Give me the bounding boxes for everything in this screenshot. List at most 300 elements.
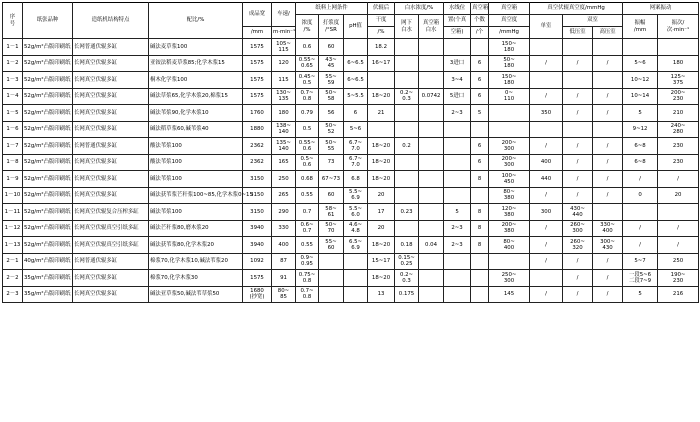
- cell-high: /: [593, 187, 623, 204]
- header-ph: pH值: [344, 15, 368, 39]
- cell-conc: 0.5~ 0.6: [296, 154, 319, 171]
- header-low-pressure: 低压室: [563, 27, 593, 39]
- cell-low: /: [563, 55, 593, 72]
- cell-amp: [623, 39, 658, 56]
- cell-couch: 18~20: [368, 237, 395, 254]
- cell-high: [593, 121, 623, 138]
- cell-ww-box: [419, 138, 444, 155]
- cell-low: /: [563, 88, 593, 105]
- cell-ww-below: 0.15~ 0.25: [395, 253, 419, 270]
- cell-freq: 20: [658, 187, 699, 204]
- cell-high: /: [593, 253, 623, 270]
- cell-box-vac: 80~ 380: [489, 187, 530, 204]
- cell-high: /: [593, 270, 623, 287]
- header-vacuum-box-count-unit: /个: [471, 27, 489, 39]
- cell-machine: 长网普通伏辊多缸: [73, 138, 149, 155]
- cell-couch: 16~17: [368, 55, 395, 72]
- cell-ph: [344, 270, 368, 287]
- cell-ww-box: [419, 270, 444, 287]
- table-row: [3, 171, 699, 188]
- cell-freq: /: [658, 220, 699, 237]
- cell-box-vac: 100~ 450: [489, 171, 530, 188]
- table-row: [3, 286, 699, 303]
- cell-ww-box: [419, 204, 444, 221]
- cell-single: [530, 121, 563, 138]
- cell-single: [530, 72, 563, 89]
- cell-low: /: [563, 138, 593, 155]
- cell-box-vac: 0~ 110: [489, 88, 530, 105]
- cell-waterline: 2~3: [444, 237, 471, 254]
- cell-boxes: [471, 286, 489, 303]
- cell-furnish: 酸法苇浆100: [149, 154, 243, 171]
- cell-ph: 6.7~ 7.0: [344, 154, 368, 171]
- cell-paper: 52g/m²凸版印刷纸: [23, 39, 73, 56]
- cell-furnish: 碱法苇浆90,化学木浆10: [149, 105, 243, 122]
- cell-speed: 265: [272, 187, 296, 204]
- cell-machine: 长网真空伏辊多缸: [73, 154, 149, 171]
- cell-paper: 52g/m²凸版印刷纸: [23, 237, 73, 254]
- cell-conc: 0.7~ 0.8: [296, 88, 319, 105]
- cell-ww-below: 0.175: [395, 286, 419, 303]
- cell-speed: 135~ 140: [272, 138, 296, 155]
- cell-furnish: 亚铵法稻麦草浆85;化学木浆15: [149, 55, 243, 72]
- cell-box-vac: 150~ 180: [489, 72, 530, 89]
- cell-single: /: [530, 237, 563, 254]
- cell-couch: 20: [368, 220, 395, 237]
- cell-ph: [344, 39, 368, 56]
- cell-width: 3150: [243, 204, 272, 221]
- cell-speed: 87: [272, 253, 296, 270]
- cell-boxes: [471, 253, 489, 270]
- cell-width: 3940: [243, 237, 272, 254]
- cell-ww-below: [395, 105, 419, 122]
- cell-boxes: 8: [471, 220, 489, 237]
- cell-ww-below: [395, 39, 419, 56]
- cell-beat: 43~ 45: [319, 55, 344, 72]
- cell-box-vac: 50~ 180: [489, 55, 530, 72]
- cell-amp: 6~8: [623, 154, 658, 171]
- cell-ww-box: [419, 187, 444, 204]
- cell-amp: 5~6: [623, 55, 658, 72]
- cell-furnish: 碱法获苇浆80,化学木浆20: [149, 237, 243, 254]
- header-box-vacuum-unit: /mmHg: [489, 27, 530, 39]
- header-stock-on-wire: 纸料上网条件: [296, 3, 368, 15]
- cell-furnish: 碱法草浆65,化学木浆20,棉浆15: [149, 88, 243, 105]
- cell-conc: 0.55~ 0.65: [296, 55, 319, 72]
- cell-boxes: 8: [471, 204, 489, 221]
- cell-ww-below: [395, 187, 419, 204]
- cell-beat: 55~ 59: [319, 72, 344, 89]
- cell-low: 430~ 440: [563, 204, 593, 221]
- cell-ph: 5~6: [344, 121, 368, 138]
- header-concentration: 浓度 /%: [296, 15, 319, 39]
- header-couch-dryness: 伏辊后: [368, 3, 395, 15]
- cell-paper: 40g/m²凸版印刷纸: [23, 253, 73, 270]
- cell-speed: 165: [272, 154, 296, 171]
- cell-conc: 0.55: [296, 187, 319, 204]
- cell-high: [593, 72, 623, 89]
- header-width-unit: /mm: [243, 27, 272, 39]
- cell-freq: 230: [658, 154, 699, 171]
- cell-single: /: [530, 138, 563, 155]
- cell-single: /: [530, 286, 563, 303]
- cell-waterline: [444, 270, 471, 287]
- cell-no: 2－1: [3, 253, 23, 270]
- cell-box-vac: 250~ 300: [489, 270, 530, 287]
- cell-amp: 9~12: [623, 121, 658, 138]
- cell-high: /: [593, 286, 623, 303]
- cell-couch: 20: [368, 187, 395, 204]
- cell-beat: 58~ 61: [319, 204, 344, 221]
- cell-ph: 4.6~ 4.8: [344, 220, 368, 237]
- cell-conc: 0.7~ 0.8: [296, 286, 319, 303]
- cell-no: 1－1: [3, 39, 23, 56]
- cell-furnish: 棉浆70,化学木浆30: [149, 270, 243, 287]
- cell-speed: 115: [272, 72, 296, 89]
- cell-speed: 400: [272, 237, 296, 254]
- header-water-line: 水线位: [444, 3, 471, 15]
- cell-freq: 200~ 230: [658, 88, 699, 105]
- table-row: [3, 270, 699, 287]
- cell-waterline: [444, 39, 471, 56]
- cell-ph: 6: [344, 105, 368, 122]
- cell-box-vac: 80~ 400: [489, 237, 530, 254]
- cell-width: 1575: [243, 88, 272, 105]
- cell-conc: 0.68: [296, 171, 319, 188]
- cell-waterline: [444, 171, 471, 188]
- cell-no: 2－2: [3, 270, 23, 287]
- cell-waterline: [444, 138, 471, 155]
- cell-no: 1－4: [3, 88, 23, 105]
- cell-furnish: 桐木化学浆100: [149, 72, 243, 89]
- cell-ww-below: 0.23: [395, 204, 419, 221]
- cell-machine: 长网真空伏辊真空引纸多缸: [73, 220, 149, 237]
- cell-no: 2－3: [3, 286, 23, 303]
- cell-ww-box: [419, 55, 444, 72]
- header-couch-dryness-unit: /%: [368, 27, 395, 39]
- cell-waterline: 2~3: [444, 105, 471, 122]
- cell-width: 1575: [243, 55, 272, 72]
- table-row: [3, 105, 699, 122]
- cell-high: /: [593, 55, 623, 72]
- cell-ph: 5~5.5: [344, 88, 368, 105]
- header-couch-vacuum: 真空伏辊真空度/mmHg: [530, 3, 623, 15]
- cell-waterline: 2~3: [444, 220, 471, 237]
- cell-conc: 0.55: [296, 237, 319, 254]
- header-beating-degree: 打浆度 /°SR: [319, 15, 344, 39]
- cell-waterline: [444, 187, 471, 204]
- cell-couch: [368, 72, 395, 89]
- header-box-vacuum-sub: 真空度: [489, 15, 530, 27]
- cell-single: [530, 270, 563, 287]
- cell-furnish: 棉浆70,化学木浆10,碱法苇浆20: [149, 253, 243, 270]
- cell-no: 1－7: [3, 138, 23, 155]
- cell-ww-box: 0.04: [419, 237, 444, 254]
- cell-paper: 52g/m²凸版印刷纸: [23, 138, 73, 155]
- cell-couch: 15~17: [368, 253, 395, 270]
- cell-no: 1－11: [3, 204, 23, 221]
- header-speed-unit: m·min⁻¹: [272, 27, 296, 39]
- cell-furnish: 碱法麦草浆100: [149, 39, 243, 56]
- cell-low: /: [563, 253, 593, 270]
- cell-conc: 0.45~ 0.5: [296, 72, 319, 89]
- cell-single: [530, 39, 563, 56]
- cell-box-vac: [489, 253, 530, 270]
- table-row: [3, 88, 699, 105]
- cell-couch: [368, 121, 395, 138]
- cell-machine: 长网真空伏辊多缸: [73, 55, 149, 72]
- header-wire-shake: 网案振动: [623, 3, 699, 15]
- cell-width: 2362: [243, 154, 272, 171]
- header-speed: 车速/: [272, 3, 296, 27]
- cell-ph: [344, 253, 368, 270]
- cell-box-vac: 150~ 180: [489, 39, 530, 56]
- cell-couch: 21: [368, 105, 395, 122]
- cell-ph: 5.5~ 6.0: [344, 204, 368, 221]
- cell-ww-below: [395, 55, 419, 72]
- cell-machine: 长网真空伏辊真空引纸多缸: [73, 237, 149, 254]
- cell-couch: 18~20: [368, 270, 395, 287]
- cell-ww-box: [419, 253, 444, 270]
- cell-boxes: [471, 121, 489, 138]
- cell-freq: 250: [658, 253, 699, 270]
- cell-no: 1－2: [3, 55, 23, 72]
- cell-no: 1－13: [3, 237, 23, 254]
- cell-amp: 10~12: [623, 72, 658, 89]
- cell-waterline: [444, 154, 471, 171]
- cell-low: /: [563, 105, 593, 122]
- cell-width: 1575: [243, 270, 272, 287]
- cell-paper: 52g/m²凸版印刷纸: [23, 204, 73, 221]
- cell-no: 1－5: [3, 105, 23, 122]
- cell-amp: 一段5~6 二段7~9: [623, 270, 658, 287]
- cell-paper: 52g/m²凸版印刷纸: [23, 171, 73, 188]
- cell-beat: [319, 253, 344, 270]
- cell-box-vac: 145: [489, 286, 530, 303]
- cell-width: 1575: [243, 39, 272, 56]
- header-double-chamber: 双室: [563, 15, 623, 27]
- cell-high: 330~ 400: [593, 220, 623, 237]
- cell-waterline: [444, 121, 471, 138]
- table-row: [3, 39, 699, 56]
- cell-low: /: [563, 154, 593, 171]
- cell-freq: 240~ 280: [658, 121, 699, 138]
- cell-conc: 0.75~ 0.8: [296, 270, 319, 287]
- cell-high: /: [593, 138, 623, 155]
- cell-ww-below: [395, 171, 419, 188]
- cell-box-vac: [489, 121, 530, 138]
- table-row: [3, 187, 699, 204]
- header-vacuum-box-count-sub: 个数: [471, 15, 489, 27]
- cell-width: 3150: [243, 187, 272, 204]
- cell-beat: 50~ 52: [319, 121, 344, 138]
- cell-waterline: [444, 253, 471, 270]
- cell-width: 1092: [243, 253, 272, 270]
- header-water-line-sub: 置(个真: [444, 15, 471, 27]
- cell-freq: [658, 39, 699, 56]
- cell-amp: 5: [623, 286, 658, 303]
- cell-speed: 91: [272, 270, 296, 287]
- table-row: [3, 154, 699, 171]
- cell-low: /: [563, 270, 593, 287]
- cell-boxes: 6: [471, 138, 489, 155]
- cell-no: 1－10: [3, 187, 23, 204]
- cell-conc: 0.6: [296, 39, 319, 56]
- cell-high: /: [593, 171, 623, 188]
- cell-paper: 52g/m²凸版印刷纸: [23, 187, 73, 204]
- cell-ww-below: [395, 121, 419, 138]
- cell-box-vac: [489, 105, 530, 122]
- cell-no: 1－8: [3, 154, 23, 171]
- cell-boxes: 8: [471, 237, 489, 254]
- cell-conc: 0.9~ 0.95: [296, 253, 319, 270]
- cell-ww-box: [419, 286, 444, 303]
- cell-box-vac: 200~ 300: [489, 154, 530, 171]
- cell-beat: [319, 286, 344, 303]
- cell-machine: 长网真空伏辊多缸: [73, 270, 149, 287]
- header-vacuum-box-count: 真空箱: [471, 3, 489, 15]
- cell-amp: /: [623, 220, 658, 237]
- table-row: [3, 121, 699, 138]
- cell-ww-box: [419, 171, 444, 188]
- cell-amp: 5~7: [623, 253, 658, 270]
- cell-ww-below: 0.2~ 0.3: [395, 88, 419, 105]
- header-furnish: 配比/%: [149, 3, 243, 39]
- cell-single: /: [530, 220, 563, 237]
- cell-furnish: 碱法稻草浆60,碱苇浆40: [149, 121, 243, 138]
- header-whitewater-box: 真空箱 白水: [419, 15, 444, 39]
- table-row: [3, 253, 699, 270]
- cell-paper: 52g/m²凸版印刷纸: [23, 154, 73, 171]
- cell-beat: 50~ 55: [319, 138, 344, 155]
- cell-amp: 0: [623, 187, 658, 204]
- cell-ww-box: [419, 39, 444, 56]
- cell-high: /: [593, 88, 623, 105]
- cell-machine: 长网普通伏辊多缸: [73, 39, 149, 56]
- cell-width: 1575: [243, 72, 272, 89]
- cell-ph: 6.7~ 7.0: [344, 138, 368, 155]
- cell-low: 260~ 300: [563, 220, 593, 237]
- cell-couch: 18~20: [368, 154, 395, 171]
- cell-paper: 52g/m²凸版印刷纸: [23, 55, 73, 72]
- cell-ww-below: 0.2: [395, 138, 419, 155]
- cell-machine: 长网普通伏辊多缸: [73, 253, 149, 270]
- header-single-chamber: 单室: [530, 15, 563, 39]
- cell-speed: 330: [272, 220, 296, 237]
- cell-box-vac: 200~ 380: [489, 220, 530, 237]
- cell-boxes: 6: [471, 88, 489, 105]
- cell-couch: 18~20: [368, 138, 395, 155]
- table-row: [3, 72, 699, 89]
- cell-ww-box: 0.0742: [419, 88, 444, 105]
- header-amplitude: 振幅 /mm: [623, 15, 658, 39]
- cell-ph: [344, 286, 368, 303]
- cell-freq: 216: [658, 286, 699, 303]
- cell-low: [563, 121, 593, 138]
- cell-low: /: [563, 171, 593, 188]
- cell-width: 3150: [243, 171, 272, 188]
- header-seq: 序 号: [3, 3, 23, 39]
- cell-freq: /: [658, 237, 699, 254]
- cell-waterline: 3进口: [444, 55, 471, 72]
- cell-amp: 5: [623, 105, 658, 122]
- cell-amp: 10~14: [623, 88, 658, 105]
- cell-amp: 6~8: [623, 138, 658, 155]
- cell-boxes: [471, 270, 489, 287]
- cell-conc: 0.79: [296, 105, 319, 122]
- cell-ph: 6.5~ 6.9: [344, 237, 368, 254]
- cell-boxes: 6: [471, 154, 489, 171]
- cell-single: /: [530, 187, 563, 204]
- cell-couch: 13: [368, 286, 395, 303]
- cell-waterline: 5进口: [444, 88, 471, 105]
- cell-single: /: [530, 253, 563, 270]
- cell-ww-below: [395, 220, 419, 237]
- cell-amp: [623, 204, 658, 221]
- cell-freq: 190~ 230: [658, 270, 699, 287]
- papermaking-conditions-table: [2, 2, 699, 303]
- cell-ww-box: [419, 220, 444, 237]
- cell-speed: 180: [272, 105, 296, 122]
- header-whitewater-below: 网下 白水: [395, 15, 419, 39]
- cell-speed: 290: [272, 204, 296, 221]
- cell-machine: 长网真空伏辊多缸: [73, 105, 149, 122]
- cell-beat: 60: [319, 39, 344, 56]
- cell-couch: 18.2: [368, 39, 395, 56]
- table-row: [3, 138, 699, 155]
- cell-furnish: 碱法苇浆100: [149, 171, 243, 188]
- cell-ww-below: 0.2~ 0.3: [395, 270, 419, 287]
- cell-single: 440: [530, 171, 563, 188]
- cell-paper: 35g/m²凸版印刷纸: [23, 286, 73, 303]
- header-water-line-unit: 空箱): [444, 27, 471, 39]
- cell-waterline: [444, 286, 471, 303]
- cell-furnish: 碱法芒秆浆80,磨木浆20: [149, 220, 243, 237]
- cell-speed: 250: [272, 171, 296, 188]
- cell-low: /: [563, 286, 593, 303]
- header-box-vacuum: 真空箱: [489, 3, 530, 15]
- cell-width: 1760: [243, 105, 272, 122]
- cell-ph: 6.8: [344, 171, 368, 188]
- cell-speed: 80~ 85: [272, 286, 296, 303]
- cell-beat: 55~ 60: [319, 237, 344, 254]
- cell-high: 300~ 430: [593, 237, 623, 254]
- cell-ww-below: 0.18: [395, 237, 419, 254]
- cell-paper: 52g/m²凸版印刷纸: [23, 220, 73, 237]
- cell-low: /: [563, 187, 593, 204]
- cell-furnish: 碱法亚草浆50,碱法苇草浆50: [149, 286, 243, 303]
- cell-couch: 17: [368, 204, 395, 221]
- cell-paper: 35g/m²凸版印刷纸: [23, 270, 73, 287]
- cell-beat: 73: [319, 154, 344, 171]
- cell-waterline: 3~4: [444, 72, 471, 89]
- cell-freq: 125~ 375: [658, 72, 699, 89]
- table-row: [3, 204, 699, 221]
- cell-speed: 120: [272, 55, 296, 72]
- cell-machine: 长网真空伏辊多缸: [73, 171, 149, 188]
- cell-paper: 52g/m²凸版印刷纸: [23, 72, 73, 89]
- cell-machine: 长网真空伏辊复合压榨多缸: [73, 204, 149, 221]
- cell-machine: 长网真空伏辊多缸: [73, 187, 149, 204]
- cell-beat: 60: [319, 187, 344, 204]
- header-paper-variety: 纸张品种: [23, 3, 73, 39]
- cell-high: [593, 204, 623, 221]
- cell-conc: 0.55~ 0.6: [296, 138, 319, 155]
- cell-boxes: 5: [471, 105, 489, 122]
- cell-boxes: 6: [471, 55, 489, 72]
- cell-couch: 18~20: [368, 88, 395, 105]
- cell-boxes: 8: [471, 171, 489, 188]
